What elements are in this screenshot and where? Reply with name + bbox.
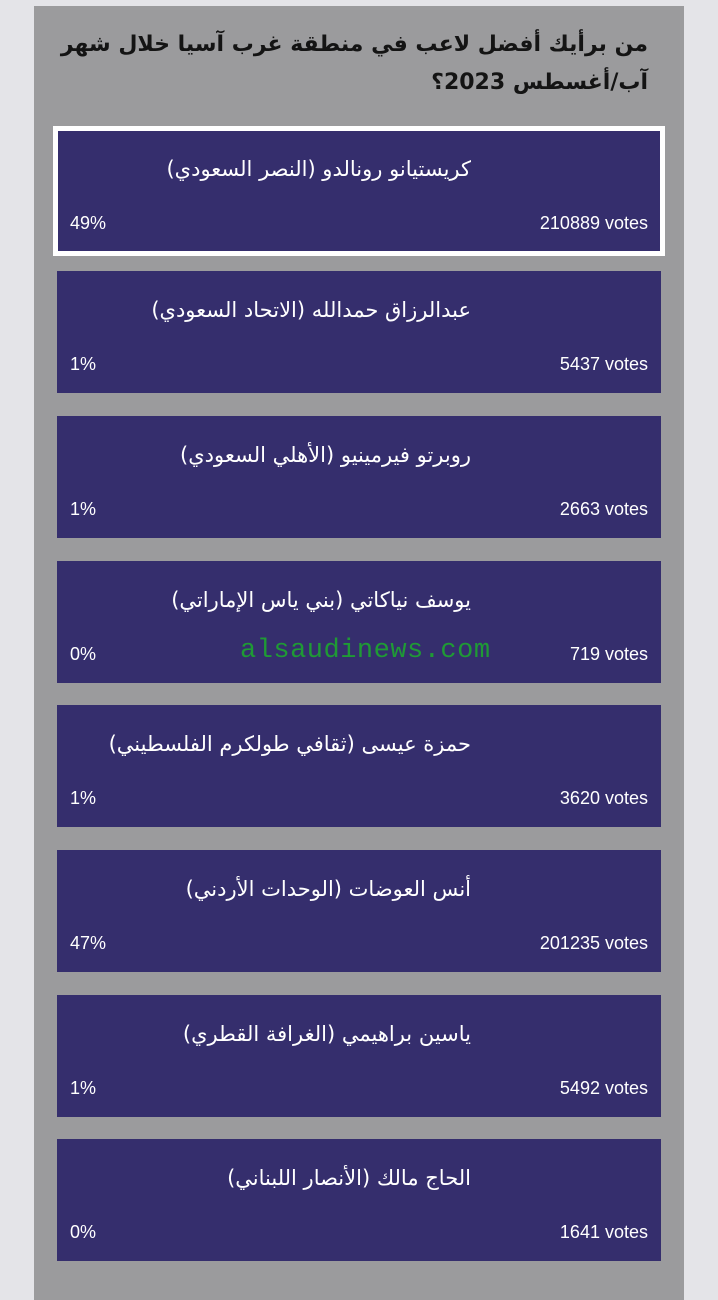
option-percent: 0% — [70, 644, 97, 664]
option-votes: 1641 votes — [559, 1222, 648, 1242]
option-percent: 1% — [70, 499, 97, 519]
option-votes: 210889 votes — [539, 213, 648, 233]
option-name: الحاج مالك (الأنصار اللبناني) — [227, 1166, 471, 1190]
poll-option-malick[interactable] — [57, 1139, 661, 1261]
option-votes: 201235 votes — [539, 933, 648, 953]
option-name: كريستيانو رونالدو (النصر السعودي) — [166, 157, 471, 181]
watermark: alsaudinews.com — [240, 636, 491, 666]
option-name: عبدالرزاق حمدالله (الاتحاد السعودي) — [151, 298, 471, 322]
option-name: أنس العوضات (الوحدات الأردني) — [185, 877, 471, 901]
option-percent: 1% — [70, 354, 97, 374]
option-votes: 2663 votes — [559, 499, 648, 519]
poll-option-firmino[interactable] — [57, 416, 661, 538]
option-percent: 47% — [70, 933, 107, 953]
option-name: يوسف نياكاتي (بني ياس الإماراتي) — [171, 588, 471, 612]
option-percent: 49% — [70, 213, 107, 233]
option-name: ياسين براهيمي (الغرافة القطري) — [182, 1022, 471, 1046]
option-percent: 0% — [70, 1222, 97, 1242]
poll-option-hamdallah[interactable] — [57, 271, 661, 393]
option-name: حمزة عيسى (ثقافي طولكرم الفلسطيني) — [108, 732, 471, 756]
poll-question: من برأيك أفضل لاعب في منطقة غرب آسيا خلال شهر آب/أغسطس 2023؟ — [60, 32, 648, 95]
poll-option-ronaldo[interactable] — [57, 130, 661, 252]
poll-option-hamza-issa[interactable] — [57, 705, 661, 827]
poll-option-brahimi[interactable] — [57, 995, 661, 1117]
option-percent: 1% — [70, 788, 97, 808]
poll-option-niakate[interactable] — [57, 561, 661, 683]
option-percent: 1% — [70, 1078, 97, 1098]
option-votes: 3620 votes — [559, 788, 648, 808]
poll-option-awadat[interactable] — [57, 850, 661, 972]
option-votes: 719 votes — [569, 644, 648, 664]
option-votes: 5492 votes — [559, 1078, 648, 1098]
option-votes: 5437 votes — [559, 354, 648, 374]
option-name: روبرتو فيرمينيو (الأهلي السعودي) — [180, 443, 471, 467]
